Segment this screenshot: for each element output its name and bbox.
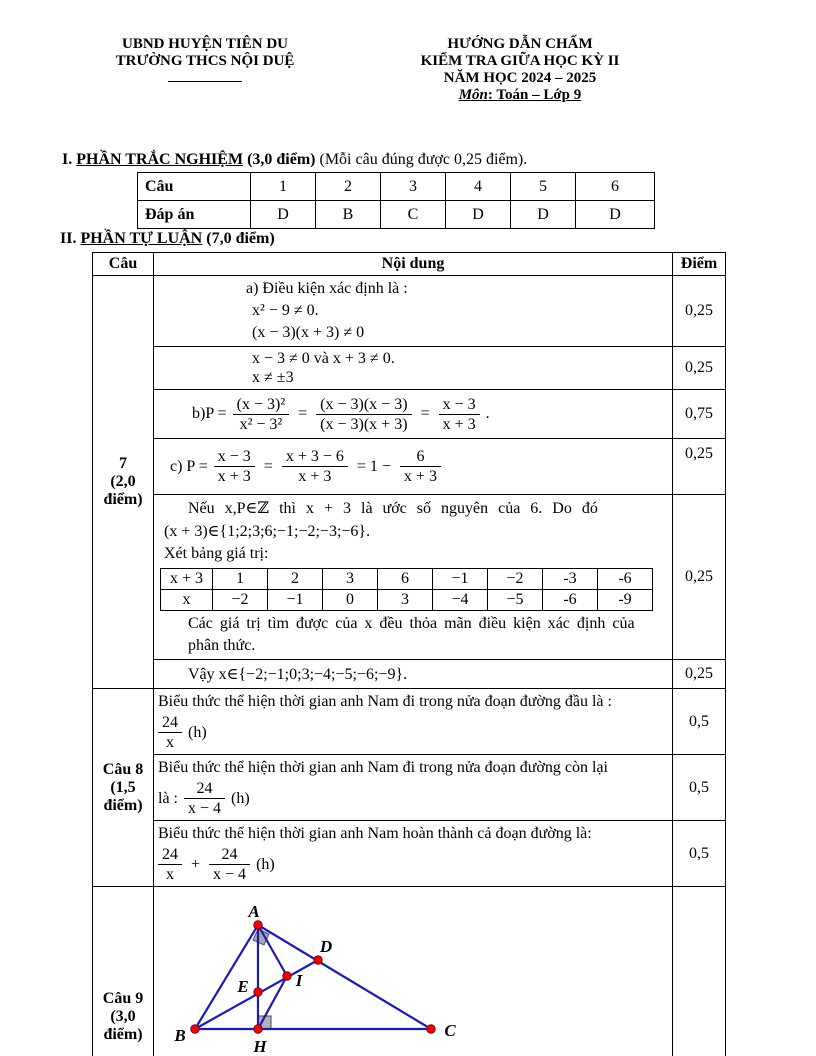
equals-sign: = 1 − <box>356 457 391 475</box>
mcq-answer-cell: D <box>576 201 655 229</box>
value-table <box>160 568 653 611</box>
value-table-row: x + 3 1 2 3 6 −1 −2 -3 -6 <box>161 569 653 590</box>
q7-a-score: 0,25 <box>673 276 726 347</box>
q8-points-close: điểm) <box>103 796 143 814</box>
q7-cond-line1: x − 3 ≠ 0 và x + 3 ≠ 0. <box>252 350 395 367</box>
q7-cond-line2: x ≠ ±3 <box>252 369 294 386</box>
q7-int-line2: (x + 3)∈{1;2;3;6;−1;−2;−3;−6}. <box>164 523 371 540</box>
q7-conclusion-content <box>154 660 673 689</box>
q8-r2-line1: Biểu thức thể hiện thời gian anh Nam đi trong nửa đoạn đường còn lại <box>158 759 608 776</box>
mcq-question-number: 3 <box>381 173 446 201</box>
fraction: $\frac{24}{x}$ <box>158 845 182 884</box>
point-I <box>283 972 292 981</box>
q7-a-line3: (x − 3)(x + 3) ≠ 0 <box>252 324 365 341</box>
q7-int-line4: Các giá trị tìm được của x đều thỏa mãn điều kiện xác định của <box>188 615 635 632</box>
q8-r1-score: 0,5 <box>673 689 726 755</box>
q8-row2 <box>93 755 726 821</box>
q7-a-line1: a) Điều kiện xác định là : <box>246 280 408 297</box>
point-C <box>427 1025 436 1034</box>
q8-row1 <box>93 689 726 755</box>
q7-int-content <box>154 495 673 660</box>
label-B: B <box>174 1026 186 1045</box>
q7-b-score: 0,75 <box>673 390 726 439</box>
fraction: $\frac{24}{x - 4}$ <box>184 779 225 818</box>
geometry-figure <box>166 889 476 1056</box>
q7-b-prefix: b)P = <box>192 405 227 422</box>
section2-title: PHẦN TỰ LUẬN <box>80 230 203 247</box>
q8-r3-line1: Biểu thức thể hiện thời gian anh Nam hoàn thành cả đoạn đường là: <box>158 825 592 842</box>
q7-row-c <box>93 439 726 495</box>
q7-cond-score: 0,25 <box>673 347 726 390</box>
point-A <box>254 921 263 930</box>
fraction: $\frac{x - 3}{x + 3}$ <box>439 395 480 434</box>
mcq-question-row <box>138 173 655 201</box>
q7-points-open: (2,0 <box>110 473 136 490</box>
q8-r2-score: 0,5 <box>673 755 726 821</box>
q7-number: 7 <box>119 455 127 472</box>
fraction: $\frac{x - 3}{x + 3}$ <box>214 447 255 486</box>
section1-heading <box>62 151 527 169</box>
q9-number: Câu 9 <box>102 990 144 1007</box>
section2-heading <box>60 230 275 248</box>
point-H <box>254 1025 263 1034</box>
doc-title-line: HƯỚNG DẪN CHẤM <box>447 36 593 52</box>
mcq-answer-table <box>137 172 655 229</box>
q7-c-prefix: c) P = <box>170 457 208 475</box>
document-title-block <box>360 36 680 104</box>
q7-row-a <box>93 276 726 347</box>
q9-row <box>93 887 726 1056</box>
label-C: C <box>444 1021 456 1040</box>
q7-cond-content <box>154 347 673 390</box>
mcq-answer-cell: D <box>511 201 576 229</box>
figure-lines <box>195 925 431 1029</box>
label-D: D <box>319 937 333 956</box>
section1-title: PHẦN TRẮC NGHIỆM <box>76 151 244 168</box>
mcq-question-number: 5 <box>511 173 576 201</box>
school-line: TRƯỜNG THCS NỘI DUỆ <box>115 53 295 69</box>
fraction: $\frac{24}{x}$ <box>158 713 182 752</box>
q7-row-integer-values <box>93 495 726 660</box>
q7-points-close: điểm) <box>103 491 143 508</box>
q8-r2-content <box>154 755 673 821</box>
segment-HI <box>258 976 287 1029</box>
q7-int-line3: Xét bảng giá trị: <box>164 545 269 562</box>
q8-number: Câu 8 <box>102 760 144 778</box>
fraction: $\frac{6}{x + 3}$ <box>400 447 441 486</box>
q7-conclusion-score: 0,25 <box>673 660 726 689</box>
q7-row-conclusion <box>93 660 726 689</box>
equals-sign: = <box>420 405 430 422</box>
q8-r3-content <box>154 821 673 887</box>
mcq-answer-cell: C <box>381 201 446 229</box>
q8-points-open: (1,5 <box>110 778 136 796</box>
point-E <box>254 988 263 997</box>
mcq-answer-cell: D <box>251 201 316 229</box>
fraction: $\frac{x + 3 - 6}{x + 3}$ <box>282 447 348 486</box>
subject-line <box>360 87 680 104</box>
q9-label <box>93 887 154 1056</box>
mcq-row-label: Câu <box>138 173 251 201</box>
label-E: E <box>237 977 249 996</box>
label-I: I <box>295 971 303 990</box>
subject-label: Môn <box>458 87 488 103</box>
section1-points: (3,0 điểm) <box>243 151 320 168</box>
q8-r2-unit: (h) <box>231 789 250 807</box>
q7-int-line1: Nếu x,P∈ℤ thì x + 3 là ước số nguyên của 6. Do đó <box>188 500 598 517</box>
q7-label <box>93 276 154 689</box>
q7-c-score: 0,25 <box>673 439 726 495</box>
q7-conclusion-text: Vậy x∈{−2;−1;0;3;−4;−5;−6;−9}. <box>188 666 408 683</box>
col-header-cau: Câu <box>93 253 154 276</box>
fraction: $\frac{(x - 3)(x - 3)}{(x - 3)(x + 3)}$ <box>316 395 411 434</box>
q8-row3 <box>93 821 726 887</box>
mcq-answer-cell: D <box>446 201 511 229</box>
q9-figure-cell <box>154 887 673 1056</box>
q7-b-suffix: . <box>485 405 490 422</box>
essay-table <box>92 252 726 1056</box>
q7-row-condition <box>93 347 726 390</box>
essay-header-row <box>93 253 726 276</box>
value-table-row: x −2 −1 0 3 −4 −5 -6 -9 <box>161 590 653 611</box>
q8-r3-score: 0,5 <box>673 821 726 887</box>
label-H: H <box>253 1037 267 1056</box>
mcq-row-label: Đáp án <box>138 201 251 229</box>
exam-name-line: KIỂM TRA GIỮA HỌC KỲ II <box>420 53 620 69</box>
mcq-answer-cell: B <box>316 201 381 229</box>
point-B <box>191 1025 200 1034</box>
q9-points-close: điểm) <box>103 1026 143 1043</box>
q8-r2-prefix: là : <box>158 789 178 807</box>
q8-r1-line1: Biểu thức thể hiện thời gian anh Nam đi trong nửa đoạn đường đầu là : <box>158 693 612 710</box>
q8-r1-unit: (h) <box>188 723 207 741</box>
mcq-question-number: 4 <box>446 173 511 201</box>
authority-line: UBND HUYỆN TIÊN DU <box>122 36 288 52</box>
mcq-answer-row <box>138 201 655 229</box>
equals-sign: = <box>263 457 273 475</box>
col-header-diem: Điểm <box>673 253 726 276</box>
figure-labels <box>173 902 456 1056</box>
section1-note: (Mỗi câu đúng được 0,25 điểm). <box>319 151 528 168</box>
mcq-question-number: 1 <box>251 173 316 201</box>
q7-a-content <box>154 276 673 347</box>
q7-b-content <box>154 390 673 439</box>
q8-r3-unit: (h) <box>256 855 275 873</box>
q9-points-open: (3,0 <box>110 1008 136 1025</box>
mcq-question-number: 2 <box>316 173 381 201</box>
col-header-noidung: Nội dung <box>154 253 673 276</box>
point-D <box>314 956 323 965</box>
fraction: $\frac{24}{x - 4}$ <box>209 845 250 884</box>
q7-int-line5: phân thức. <box>188 637 256 654</box>
q7-c-content <box>154 439 673 495</box>
subject-value: : Toán – Lớp 9 <box>487 87 582 103</box>
q9-score-empty <box>673 887 726 1056</box>
plus-sign: + <box>191 855 201 873</box>
school-year-line: NĂM HỌC 2024 – 2025 <box>443 70 597 86</box>
section2-points: (7,0 điểm) <box>202 230 275 247</box>
q7-int-score: 0,25 <box>673 495 726 660</box>
q8-label <box>93 689 154 887</box>
issuing-authority-block <box>55 36 355 87</box>
q7-row-b <box>93 390 726 439</box>
equals-sign: = <box>298 405 308 422</box>
label-A: A <box>248 902 260 921</box>
q7-a-line2: x² − 9 ≠ 0. <box>252 302 319 319</box>
fraction: $\frac{\text{(x − 3)²}}{\text{x² − 3²}}$ <box>233 395 289 434</box>
mcq-question-number: 6 <box>576 173 655 201</box>
section1-prefix: I. <box>62 151 77 168</box>
header-left-rule <box>168 77 242 82</box>
q8-r1-content <box>154 689 673 755</box>
section2-prefix: II. <box>60 230 81 247</box>
